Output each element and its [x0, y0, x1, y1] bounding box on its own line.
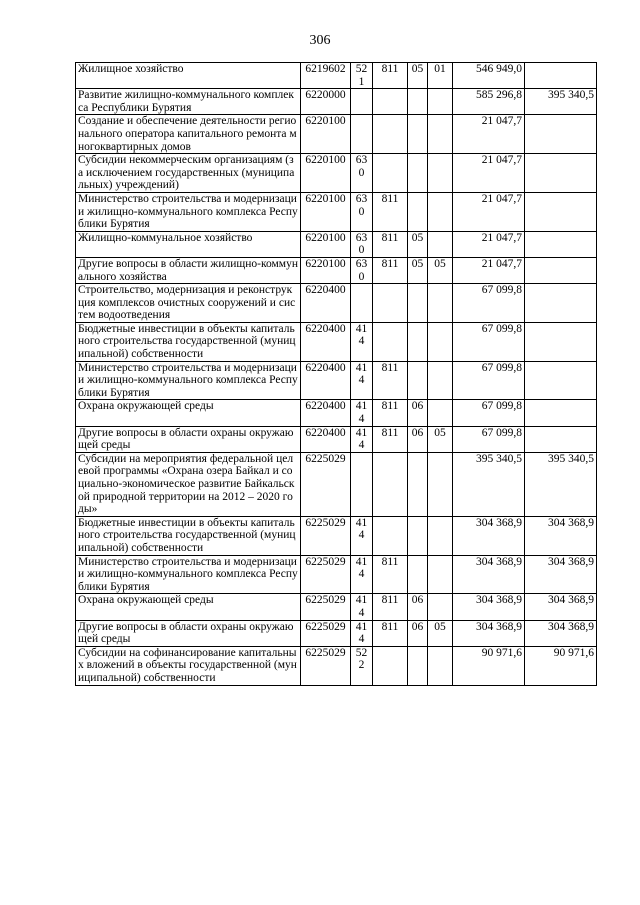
department-code-cell — [373, 452, 408, 516]
section-code-cell — [408, 555, 428, 594]
table-row — [76, 400, 597, 426]
subsection-code-cell — [428, 400, 453, 426]
table-row — [76, 257, 597, 283]
expense-type-code-cell: 414 — [351, 426, 373, 452]
federal-amount-cell — [525, 284, 597, 323]
department-code-cell: 811 — [373, 426, 408, 452]
row-name-cell: Субсидии на софинансирование капитальных вложений в объекты государственной (муниципальной) собственности — [76, 646, 301, 685]
target-article-code-cell: 6225029 — [301, 452, 351, 516]
amount-cell: 21 047,7 — [453, 257, 525, 283]
amount-cell: 546 949,0 — [453, 63, 525, 89]
section-code-cell: 06 — [408, 426, 428, 452]
section-code-cell: 05 — [408, 231, 428, 257]
budget-table — [75, 62, 597, 686]
federal-amount-cell: 395 340,5 — [525, 89, 597, 115]
section-code-cell — [408, 192, 428, 231]
department-code-cell — [373, 115, 408, 154]
target-article-code-cell: 6225029 — [301, 555, 351, 594]
department-code-cell: 811 — [373, 361, 408, 400]
federal-amount-cell — [525, 257, 597, 283]
subsection-code-cell — [428, 284, 453, 323]
subsection-code-cell — [428, 452, 453, 516]
expense-type-code-cell: 630 — [351, 192, 373, 231]
table-row — [76, 426, 597, 452]
federal-amount-cell: 304 368,9 — [525, 516, 597, 555]
target-article-code-cell: 6220400 — [301, 284, 351, 323]
federal-amount-cell: 304 368,9 — [525, 555, 597, 594]
federal-amount-cell — [525, 400, 597, 426]
section-code-cell — [408, 646, 428, 685]
amount-cell: 67 099,8 — [453, 426, 525, 452]
department-code-cell: 811 — [373, 620, 408, 646]
section-code-cell — [408, 361, 428, 400]
subsection-code-cell — [428, 361, 453, 400]
expense-type-code-cell: 630 — [351, 154, 373, 193]
section-code-cell: 06 — [408, 400, 428, 426]
federal-amount-cell — [525, 192, 597, 231]
target-article-code-cell: 6220400 — [301, 361, 351, 400]
amount-cell: 304 368,9 — [453, 516, 525, 555]
federal-amount-cell: 395 340,5 — [525, 452, 597, 516]
amount-cell: 21 047,7 — [453, 231, 525, 257]
section-code-cell: 05 — [408, 63, 428, 89]
subsection-code-cell — [428, 555, 453, 594]
page-number: 306 — [309, 33, 331, 48]
subsection-code-cell — [428, 192, 453, 231]
expense-type-code-cell: 414 — [351, 361, 373, 400]
target-article-code-cell: 6220100 — [301, 115, 351, 154]
target-article-code-cell: 6220400 — [301, 322, 351, 361]
row-name-cell: Другие вопросы в области охраны окружающей среды — [76, 620, 301, 646]
expense-type-code-cell: 522 — [351, 646, 373, 685]
row-name-cell: Развитие жилищно-коммунального комплекса Республики Бурятия — [76, 89, 301, 115]
amount-cell: 21 047,7 — [453, 115, 525, 154]
department-code-cell: 811 — [373, 594, 408, 620]
department-code-cell — [373, 284, 408, 323]
amount-cell: 90 971,6 — [453, 646, 525, 685]
department-code-cell: 811 — [373, 555, 408, 594]
table-row — [76, 516, 597, 555]
expense-type-code-cell: 414 — [351, 594, 373, 620]
row-name-cell: Создание и обеспечение деятельности регионального оператора капитального ремонта многоквартирных домов — [76, 115, 301, 154]
expense-type-code-cell: 630 — [351, 231, 373, 257]
section-code-cell — [408, 89, 428, 115]
row-name-cell: Бюджетные инвестиции в объекты капитального строительства государственной (муниципальной) собственности — [76, 322, 301, 361]
amount-cell: 67 099,8 — [453, 322, 525, 361]
amount-cell: 67 099,8 — [453, 284, 525, 323]
row-name-cell: Субсидии на мероприятия федеральной целевой программы «Охрана озера Байкал и социально-экономическое развитие Байкальской природной территории на 2012 – 2020 годы» — [76, 452, 301, 516]
row-name-cell: Другие вопросы в области охраны окружающей среды — [76, 426, 301, 452]
subsection-code-cell: 05 — [428, 426, 453, 452]
amount-cell: 304 368,9 — [453, 594, 525, 620]
target-article-code-cell: 6220100 — [301, 231, 351, 257]
amount-cell: 395 340,5 — [453, 452, 525, 516]
expense-type-code-cell: 414 — [351, 555, 373, 594]
row-name-cell: Субсидии некоммерческим организациям (за исключением государственных (муниципальных) учреждений) — [76, 154, 301, 193]
expense-type-code-cell: 414 — [351, 400, 373, 426]
table-row — [76, 322, 597, 361]
federal-amount-cell: 304 368,9 — [525, 620, 597, 646]
federal-amount-cell — [525, 361, 597, 400]
federal-amount-cell — [525, 63, 597, 89]
subsection-code-cell — [428, 231, 453, 257]
subsection-code-cell — [428, 646, 453, 685]
target-article-code-cell: 6220100 — [301, 154, 351, 193]
row-name-cell: Жилищно-коммунальное хозяйство — [76, 231, 301, 257]
table-row — [76, 192, 597, 231]
subsection-code-cell — [428, 516, 453, 555]
department-code-cell: 811 — [373, 192, 408, 231]
section-code-cell — [408, 154, 428, 193]
row-name-cell: Строительство, модернизация и реконструкция комплексов очистных сооружений и систем водоотведения — [76, 284, 301, 323]
table-row — [76, 646, 597, 685]
department-code-cell — [373, 516, 408, 555]
department-code-cell — [373, 646, 408, 685]
row-name-cell: Охрана окружающей среды — [76, 400, 301, 426]
section-code-cell — [408, 452, 428, 516]
section-code-cell: 05 — [408, 257, 428, 283]
federal-amount-cell: 304 368,9 — [525, 594, 597, 620]
table-row — [76, 594, 597, 620]
row-name-cell: Жилищное хозяйство — [76, 63, 301, 89]
expense-type-code-cell: 414 — [351, 516, 373, 555]
table-row — [76, 115, 597, 154]
row-name-cell: Охрана окружающей среды — [76, 594, 301, 620]
amount-cell: 304 368,9 — [453, 555, 525, 594]
amount-cell: 67 099,8 — [453, 361, 525, 400]
federal-amount-cell — [525, 322, 597, 361]
section-code-cell: 06 — [408, 594, 428, 620]
row-name-cell: Другие вопросы в области жилищно-коммунального хозяйства — [76, 257, 301, 283]
subsection-code-cell — [428, 115, 453, 154]
target-article-code-cell: 6220100 — [301, 192, 351, 231]
federal-amount-cell — [525, 231, 597, 257]
federal-amount-cell — [525, 154, 597, 193]
row-name-cell: Министерство строительства и модернизации жилищно-коммунального комплекса Республики Бурятия — [76, 361, 301, 400]
section-code-cell — [408, 322, 428, 361]
amount-cell: 21 047,7 — [453, 192, 525, 231]
expense-type-code-cell — [351, 452, 373, 516]
subsection-code-cell: 01 — [428, 63, 453, 89]
federal-amount-cell — [525, 426, 597, 452]
table-row — [76, 555, 597, 594]
subsection-code-cell — [428, 322, 453, 361]
target-article-code-cell: 6225029 — [301, 594, 351, 620]
target-article-code-cell: 6220400 — [301, 400, 351, 426]
target-article-code-cell: 6225029 — [301, 516, 351, 555]
section-code-cell: 06 — [408, 620, 428, 646]
target-article-code-cell: 6220400 — [301, 426, 351, 452]
table-row — [76, 620, 597, 646]
department-code-cell: 811 — [373, 400, 408, 426]
section-code-cell — [408, 115, 428, 154]
target-article-code-cell: 6220000 — [301, 89, 351, 115]
federal-amount-cell — [525, 115, 597, 154]
amount-cell: 585 296,8 — [453, 89, 525, 115]
amount-cell: 21 047,7 — [453, 154, 525, 193]
target-article-code-cell: 6219602 — [301, 63, 351, 89]
amount-cell: 304 368,9 — [453, 620, 525, 646]
federal-amount-cell: 90 971,6 — [525, 646, 597, 685]
table-row — [76, 89, 597, 115]
section-code-cell — [408, 284, 428, 323]
target-article-code-cell: 6220100 — [301, 257, 351, 283]
table-row — [76, 284, 597, 323]
expense-type-code-cell — [351, 284, 373, 323]
department-code-cell: 811 — [373, 231, 408, 257]
expense-type-code-cell: 521 — [351, 63, 373, 89]
table-row — [76, 154, 597, 193]
row-name-cell: Бюджетные инвестиции в объекты капитального строительства государственной (муниципальной) собственности — [76, 516, 301, 555]
expense-type-code-cell: 630 — [351, 257, 373, 283]
target-article-code-cell: 6225029 — [301, 620, 351, 646]
subsection-code-cell — [428, 154, 453, 193]
subsection-code-cell — [428, 594, 453, 620]
department-code-cell — [373, 89, 408, 115]
target-article-code-cell: 6225029 — [301, 646, 351, 685]
department-code-cell: 811 — [373, 257, 408, 283]
table-row — [76, 63, 597, 89]
row-name-cell: Министерство строительства и модернизации жилищно-коммунального комплекса Республики Бурятия — [76, 555, 301, 594]
row-name-cell: Министерство строительства и модернизации жилищно-коммунального комплекса Республики Бурятия — [76, 192, 301, 231]
table-row — [76, 231, 597, 257]
expense-type-code-cell: 414 — [351, 620, 373, 646]
amount-cell: 67 099,8 — [453, 400, 525, 426]
section-code-cell — [408, 516, 428, 555]
subsection-code-cell: 05 — [428, 620, 453, 646]
table-row — [76, 361, 597, 400]
subsection-code-cell: 05 — [428, 257, 453, 283]
subsection-code-cell — [428, 89, 453, 115]
department-code-cell — [373, 322, 408, 361]
table-body — [76, 63, 597, 686]
expense-type-code-cell — [351, 89, 373, 115]
department-code-cell — [373, 154, 408, 193]
table-row — [76, 452, 597, 516]
department-code-cell: 811 — [373, 63, 408, 89]
expense-type-code-cell — [351, 115, 373, 154]
expense-type-code-cell: 414 — [351, 322, 373, 361]
